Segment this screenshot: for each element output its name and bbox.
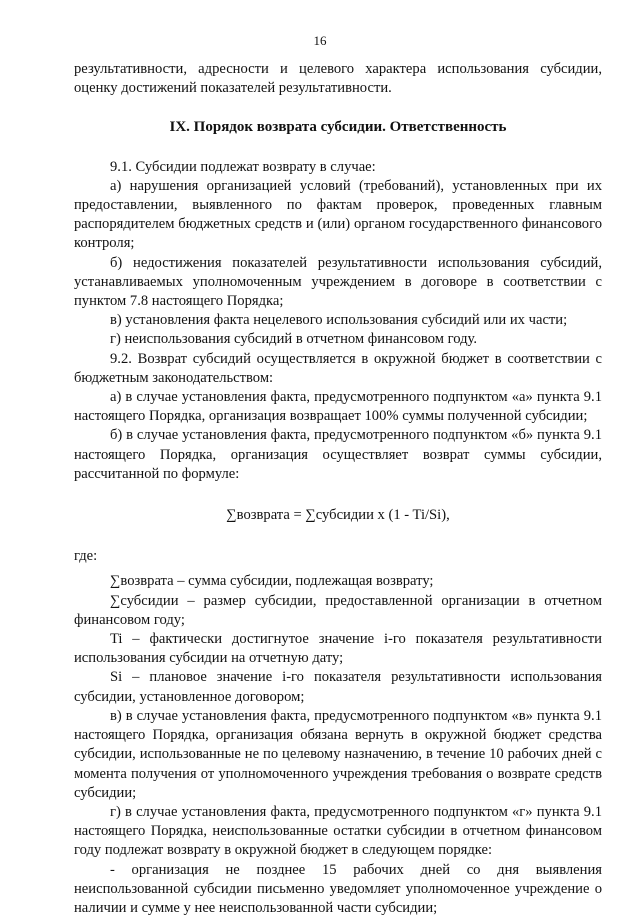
- definition-return-sum: ∑возврата – сумма субсидии, подлежащая возврату;: [110, 573, 434, 590]
- page-number: 16: [313, 33, 327, 48]
- document-body: [74, 60, 602, 918]
- clause-9-2-g-item: - организация не позднее 15 рабочих дней со дня выявления неиспользованной субсидии письменно уведомляет уполномоченное учреждение о наличии и сумме у нее неиспользованной части субсидии;: [74, 861, 602, 916]
- clause-9-2-b: б) в случае установления факта, предусмотренного подпунктом «б» пункта 9.1 настоящего Порядка, организация осуществляет возврат суммы субсидии, рассчитанной по формуле:: [74, 427, 602, 482]
- clause-9-2-g: г) в случае установления факта, предусмотренного подпунктом «г» пункта 9.1 настоящего Порядка, неиспользованные остатки субсидии в отчетном финансовом году подлежат возврату в окружной бюджет в следующем порядке:: [74, 803, 602, 859]
- clause-9-1-v: в) установления факта нецелевого использования субсидий или их части;: [110, 312, 568, 329]
- where-label: где:: [74, 548, 98, 565]
- definition-subsidy-sum: ∑субсидии – размер субсидии, предоставленной организации в отчетном финансовом году;: [74, 592, 602, 628]
- intro-paragraph: результативности, адресности и целевого характера использования субсидии, оценку достижений показателей результативности.: [74, 61, 602, 97]
- section-heading: IX. Порядок возврата субсидии. Ответственность: [169, 119, 507, 136]
- clause-9-2-v: в) в случае установления факта, предусмотренного подпунктом «в» пункта 9.1 настоящего Порядка, организация обязана вернуть в окружной бюджет средства субсидии, использованные не по целевому назначению, в течение 10 рабочих дней с момента получения от уполномоченного учреждения требования о возврате средств субсидии;: [74, 707, 602, 801]
- clause-9-1: 9.1. Субсидии подлежат возврату в случае:: [110, 158, 376, 175]
- formula: ∑возврата = ∑субсидии x (1 - Ti/Si),: [226, 507, 450, 524]
- clause-9-2: 9.2. Возврат субсидий осуществляется в окружной бюджет в соответствии с бюджетным законодательством:: [74, 350, 602, 386]
- clause-9-1-g: г) неиспользования субсидий в отчетном финансовом году.: [110, 331, 478, 348]
- clause-9-1-a: а) нарушения организацией условий (требований), установленных при их предоставлении, выявленного по фактам проверок, проведенных главным распорядителем бюджетных средств и (или) органом государственного финансового контроля;: [74, 177, 602, 252]
- definition-ti: Ti – фактически достигнутое значение i-го показателя результативности использования субсидии на отчетную дату;: [74, 631, 602, 667]
- clause-9-2-a: а) в случае установления факта, предусмотренного подпунктом «а» пункта 9.1 настоящего Порядка, организация возвращает 100% суммы полученной субсидии;: [74, 389, 602, 425]
- clause-9-1-b: б) недостижения показателей результативности использования субсидий, устанавливаемых уполномоченным учреждением в договоре в соответствии с пунктом 7.8 настоящего Порядка;: [74, 254, 602, 310]
- definition-si: Si – плановое значение i-го показателя результативности использования субсидии, установленное договором;: [74, 669, 602, 705]
